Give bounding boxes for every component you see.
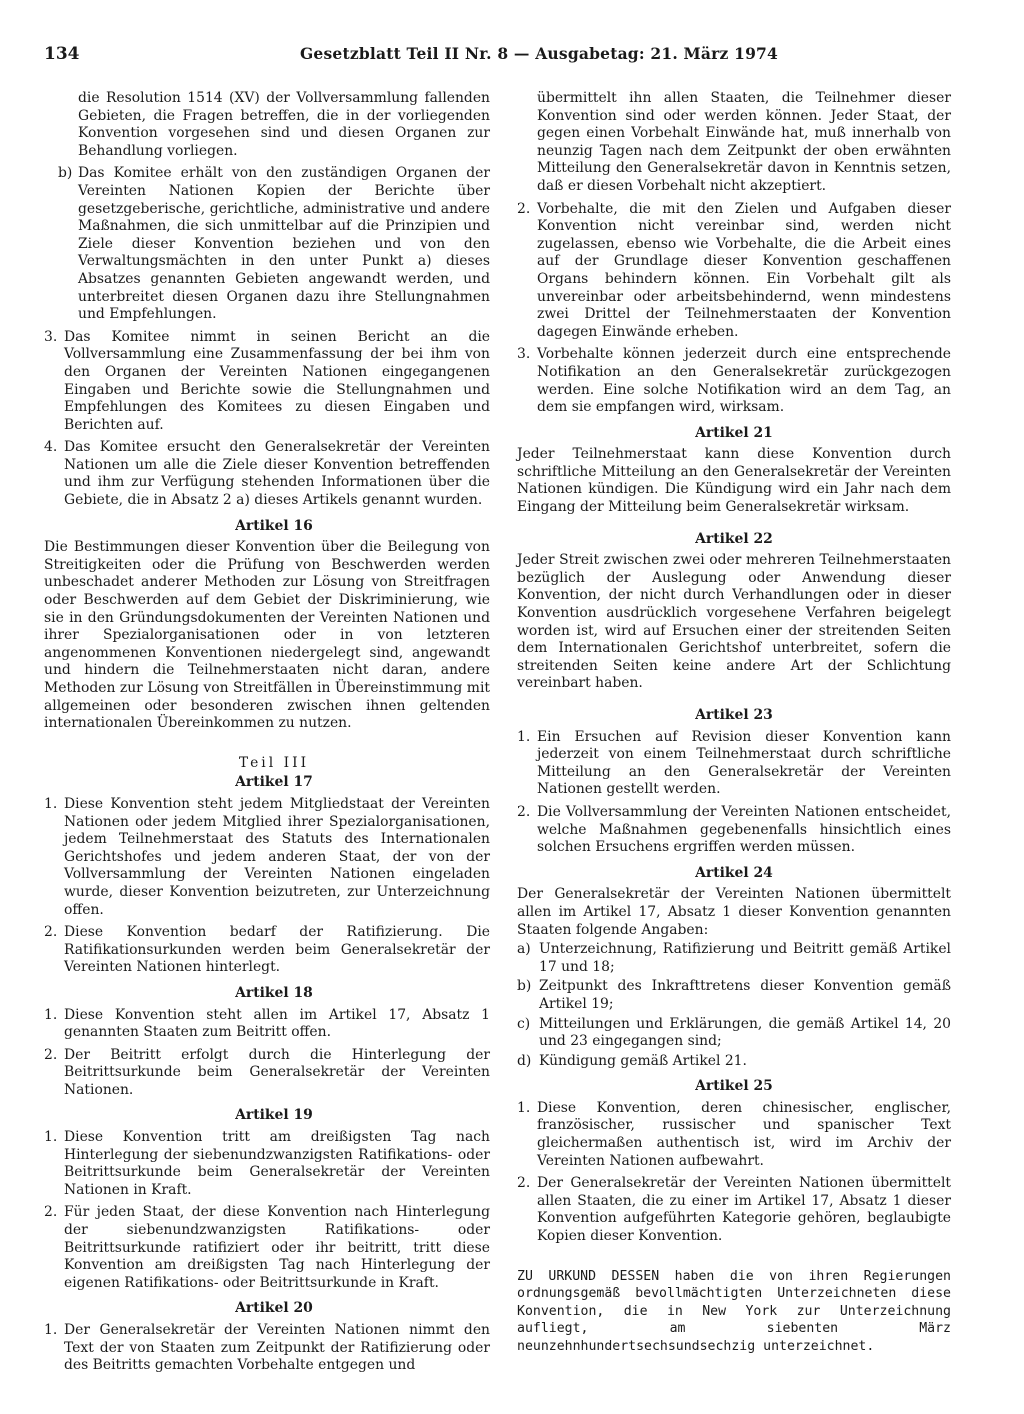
list-item <box>517 978 951 1013</box>
closing-clause: ZU URKUND DESSEN haben die von ihren Regierungen ordnungsgemäß bevollmächtigten Unterzeichneten diese Konvention, die in New York zur Unterzeichnung aufliegt, am siebenten März neunzehnhundertsechsundsechzig unterzeichnet. <box>517 1268 951 1354</box>
item-marker: 2. <box>517 803 531 820</box>
list-item <box>44 1322 490 1375</box>
page-header <box>44 44 984 72</box>
item-text: Mitteilungen und Erklärungen, die gemäß Artikel 14, 20 und 23 eingegangen sind; <box>539 1015 951 1050</box>
item-marker: 2. <box>44 924 58 941</box>
item-marker: 3. <box>517 346 531 363</box>
list-item <box>58 165 490 323</box>
item-marker: 1. <box>44 1129 58 1146</box>
item-text: Das Komitee nimmt in seinen Bericht an die Vollversammlung eine Zusammenfassung der bei ihm von den Organen der Vereinten Nationen eingegangenen Eingaben und Berichte sowie die Stellungnahmen und Empfehlungen des Komitees zu diesen Eingaben und Berichten auf. <box>64 328 490 433</box>
article-heading: Artikel 23 <box>695 707 773 723</box>
article-heading: Artikel 22 <box>695 530 773 547</box>
article-heading: Artikel 20 <box>235 1300 313 1317</box>
item-text: Diese Konvention steht jedem Mitgliedstaat der Vereinten Nationen oder jedem Mitglied ihrer Spezialorganisationen, jedem Teilnehmerstaat des Statuts des Internationalen Gerichtshofes und jedem anderen Staat, der von der Vollversammlung der Vereinten Nationen eingeladen wurde, dieser Konvention beizutreten, zur Unterzeichnung offen. <box>64 795 490 918</box>
item-text: Für jeden Staat, der diese Konvention nach Hinterlegung der siebenundzwanzigsten Ratifikations- oder Beitrittsurkunde ratifiziert oder ihr beitritt, tritt diese Konvention am dreißigsten Tag nach Hinterlegung der eigenen Ratifikations- oder Beitrittsurkunde in Kraft. <box>64 1204 490 1291</box>
item-text: Vorbehalte, die mit den Zielen und Aufgaben dieser Konvention nicht vereinbar sind, werden nicht zugelassen, ebenso wie Vorbehalte, die die Arbeit eines auf der Grundlage dieser Konvention geschaffenen Organs behindern können. Ein Vorbehalt gilt als unvereinbar oder arbeitsbehindernd, wenn mindestens zwei Drittel der Teilnehmerstaaten der Konvention dagegen Einwände erheben. <box>537 200 951 340</box>
list-item <box>517 1175 951 1245</box>
right-column <box>517 90 951 1356</box>
item-text: Die Vollversammlung der Vereinten Nationen entscheidet, welche Maßnahmen gegebenenfalls hinsichtlich eines solchen Ersuchens ergriffen werden müssen. <box>537 803 951 856</box>
item-text: Diese Konvention, deren chinesischer, englischer, französischer, russischer und spanischer Text gleichermaßen authentisch ist, wird im Archiv der Vereinten Nationen aufbewahrt. <box>537 1099 951 1169</box>
list-item <box>517 941 951 976</box>
item-marker: 1. <box>44 795 58 812</box>
item-text: Diese Konvention steht allen im Artikel 17, Absatz 1 genannten Staaten zum Beitritt offen. <box>64 1006 490 1041</box>
list-item <box>44 1047 490 1100</box>
article-heading: Artikel 19 <box>235 1107 313 1124</box>
paragraph-continuation: übermittelt ihn allen Staaten, die Teilnehmer dieser Konvention sind oder werden können. Jeder Staat, der gegen einen Vorbehalt Einwände hat, muß innerhalb von neunzig Tagen nach dem Zeitpunkt der oben erwähnten Mitteilung den Generalsekretär davon in Kenntnis setzen, daß er diesen Vorbehalt nicht akzeptiert. <box>537 90 951 194</box>
item-marker: b) <box>517 978 532 995</box>
list-item <box>44 924 490 977</box>
list-item <box>44 329 490 435</box>
list-item <box>44 439 490 509</box>
list-item <box>517 1053 951 1071</box>
item-marker: 2. <box>44 1046 58 1063</box>
item-marker: 2. <box>517 1175 531 1192</box>
list-item <box>517 1016 951 1051</box>
item-text: Ein Ersuchen auf Revision dieser Konvention kann jederzeit von einem Teilnehmerstaat durch schriftliche Mitteilung an den Generalsekretär der Vereinten Nationen gestellt werden. <box>537 728 951 798</box>
part-heading: Teil III <box>238 754 310 771</box>
item-text: Kündigung gemäß Artikel 21. <box>539 1052 747 1069</box>
list-item <box>44 1204 490 1292</box>
paragraph-continuation: die Resolution 1514 (XV) der Vollversammlung fallenden Gebieten, die Fragen betreffen, die in der vorliegenden Konvention vorgesehen sind und diesen Organen zur Behandlung vorliegen. <box>78 90 490 159</box>
left-column <box>44 90 490 1380</box>
item-marker: 1. <box>44 1322 58 1338</box>
page-number: 134 <box>44 44 80 64</box>
list-item <box>44 796 490 919</box>
item-marker: 1. <box>517 1099 531 1116</box>
list-item <box>517 346 951 416</box>
item-text: Unterzeichnung, Ratifizierung und Beitritt gemäß Artikel 17 und 18; <box>539 941 951 975</box>
list-item <box>517 804 951 857</box>
item-marker: 2. <box>517 200 531 217</box>
article-heading: Artikel 18 <box>235 984 313 1001</box>
article-heading: Artikel 24 <box>695 864 773 881</box>
item-marker: 1. <box>517 728 531 745</box>
item-marker: c) <box>517 1015 531 1032</box>
article-text: Jeder Streit zwischen zwei oder mehreren Teilnehmerstaaten bezüglich der Auslegung oder Anwendung dieser Konvention, der nicht durch Verhandlungen oder in dieser Konvention ausdrücklich vorgesehene Verfahren beigelegt worden ist, wird auf Ersuchen einer der streitenden Seiten dem Internationalen Gerichtshof unterbreitet, sofern die streitenden Seiten keine andere Art der Schlichtung vereinbart haben. <box>517 552 951 692</box>
item-text: Der Beitritt erfolgt durch die Hinterlegung der Beitrittsurkunde beim Generalsekretär der Vereinten Nationen. <box>64 1046 490 1098</box>
list-item <box>517 1100 951 1170</box>
item-marker: 1. <box>44 1006 58 1023</box>
item-text: Vorbehalte können jederzeit durch eine entsprechende Notifikation an den Generalsekretär zurückgezogen werden. Eine solche Notifikation wird an dem Tag, an dem sie empfangen wird, wirksam. <box>537 346 951 416</box>
item-marker: a) <box>517 941 531 958</box>
item-text: Diese Konvention tritt am dreißigsten Tag nach Hinterlegung der siebenundzwanzigsten Ratifikations- oder Beitrittsurkunde beim Generalsekretär der Vereinten Nationen in Kraft. <box>64 1129 490 1198</box>
item-text: Das Komitee ersucht den Generalsekretär der Vereinten Nationen um alle die Ziele dieser Konvention betreffenden und ihm zur Verfügung stehenden Informationen über die Gebiete, die in Absatz 2 a) dieses Artikels genannt wurden. <box>64 439 490 509</box>
article-text: Jeder Teilnehmerstaat kann diese Konvention durch schriftliche Mitteilung an den Generalsekretär der Vereinten Nationen kündigen. Die Kündigung wird ein Jahr nach dem Eingang der Mitteilung beim Generalsekretär wirksam. <box>517 446 951 516</box>
list-item <box>517 729 951 799</box>
article-heading: Artikel 21 <box>695 424 773 441</box>
item-marker: 2. <box>44 1204 58 1221</box>
item-text: Der Generalsekretär der Vereinten Nationen nimmt den Text der von Staaten zum Zeitpunkt der Ratifizierung oder des Beitritts gemachten Vorbehalte entgegen und <box>64 1322 490 1374</box>
item-marker: d) <box>517 1052 532 1069</box>
list-item <box>44 1007 490 1042</box>
article-heading: Artikel 17 <box>235 774 313 791</box>
running-title: Gesetzblatt Teil II Nr. 8 — Ausgabetag: 21. März 1974 <box>300 44 779 63</box>
item-text: Zeitpunkt des Inkrafttretens dieser Konvention gemäß Artikel 19; <box>539 978 951 1012</box>
item-text: Diese Konvention bedarf der Ratifizierung. Die Ratifikationsurkunden werden beim Generalsekretär der Vereinten Nationen hinterlegt. <box>64 924 490 976</box>
item-text: Der Generalsekretär der Vereinten Nationen übermittelt allen Staaten, die zu einer im Artikel 17, Absatz 1 dieser Konvention aufgeführten Kategorie gehören, beglaubigte Kopien dieser Konvention. <box>537 1175 951 1245</box>
list-item <box>44 1129 490 1199</box>
list-item <box>517 201 951 342</box>
item-text: Das Komitee erhält von den zuständigen Organen der Vereinten Nationen Kopien der Berichte über gesetzgeberische, gerichtliche, administrative und andere Maßnahmen, die sich unmittelbar auf die Prinzipien und Ziele dieser Konvention beziehen und von den Verwaltungsmächten in den unter Punkt a) dieses Absatzes genannten Gebieten angewandt werden, und unterbreitet diesen Organen dazu ihre Stellungnahmen und Empfehlungen. <box>78 165 490 323</box>
item-marker: b) <box>58 165 73 182</box>
item-marker: 3. <box>44 328 58 345</box>
article-heading: Artikel 25 <box>695 1078 773 1095</box>
article-heading: Artikel 16 <box>235 517 313 534</box>
article-text: Der Generalsekretär der Vereinten Nationen übermittelt allen im Artikel 17, Absatz 1 dieser Konvention genannten Staaten folgende Angaben: <box>517 886 951 938</box>
item-marker: 4. <box>44 439 58 456</box>
article-text: Die Bestimmungen dieser Konvention über die Beilegung von Streitigkeiten oder die Prüfung von Beschwerden werden unbeschadet anderer Methoden zur Lösung von Streitfragen oder Beschwerden auf dem Gebiet der Diskriminierung, wie sie in den Gründungsdokumenten der Vereinten Nationen und ihrer Spezialorganisationen oder in von letzteren angenommenen Konventionen niedergelegt sind, angewandt und hindern die Teilnehmerstaaten nicht daran, andere Methoden zur Lösung von Streitfällen in Übereinstimmung mit allgemeinen oder besonderen zwischen ihnen geltenden internationalen Übereinkommen zu nutzen. <box>44 539 490 732</box>
